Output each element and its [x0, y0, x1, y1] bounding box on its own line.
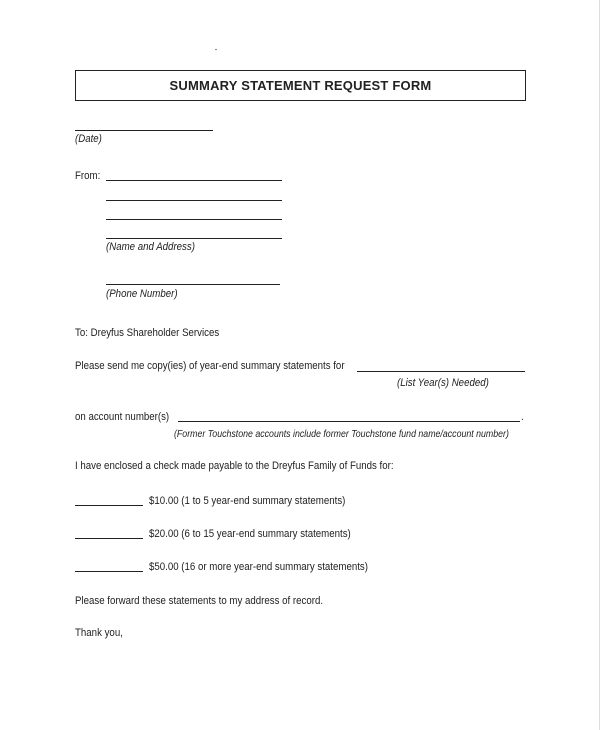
scan-speck — [215, 49, 217, 50]
forward-text: Please forward these statements to my address of record. — [75, 595, 324, 607]
years-field[interactable] — [357, 371, 525, 372]
fee-option-1-blank[interactable] — [75, 505, 143, 506]
fee-option-1-label: $10.00 (1 to 5 year-end summary statements) — [149, 495, 346, 507]
account-field[interactable] — [178, 421, 520, 422]
account-label: on account number(s) — [75, 411, 170, 423]
from-line-3[interactable] — [106, 219, 282, 220]
phone-caption: (Phone Number) — [106, 288, 178, 300]
fee-option-3-blank[interactable] — [75, 571, 143, 572]
form-title-box — [75, 70, 526, 101]
closing-text: Thank you, — [75, 627, 123, 639]
from-line-1[interactable] — [106, 180, 282, 181]
date-field[interactable] — [75, 130, 213, 131]
account-end: . — [521, 411, 524, 423]
touchstone-note: (Former Touchstone accounts include former Touchstone fund name/account number) — [174, 429, 509, 440]
from-line-2[interactable] — [106, 200, 282, 201]
fee-option-2-blank[interactable] — [75, 538, 143, 539]
form-title: SUMMARY STATEMENT REQUEST FORM — [169, 78, 432, 93]
name-address-caption: (Name and Address) — [106, 241, 195, 253]
years-caption: (List Year(s) Needed) — [397, 377, 489, 389]
request-text: Please send me copy(ies) of year-end summary statements for — [75, 360, 345, 372]
enclosed-text: I have enclosed a check made payable to the Dreyfus Family of Funds for: — [75, 460, 394, 472]
fee-option-2-label: $20.00 (6 to 15 year-end summary statements) — [149, 528, 351, 540]
from-label: From: — [75, 170, 101, 182]
phone-field[interactable] — [106, 284, 280, 285]
from-line-4[interactable] — [106, 238, 282, 239]
fee-option-3-label: $50.00 (16 or more year-end summary statements) — [149, 561, 368, 573]
date-caption: (Date) — [75, 133, 102, 145]
to-line: To: Dreyfus Shareholder Services — [75, 327, 220, 339]
